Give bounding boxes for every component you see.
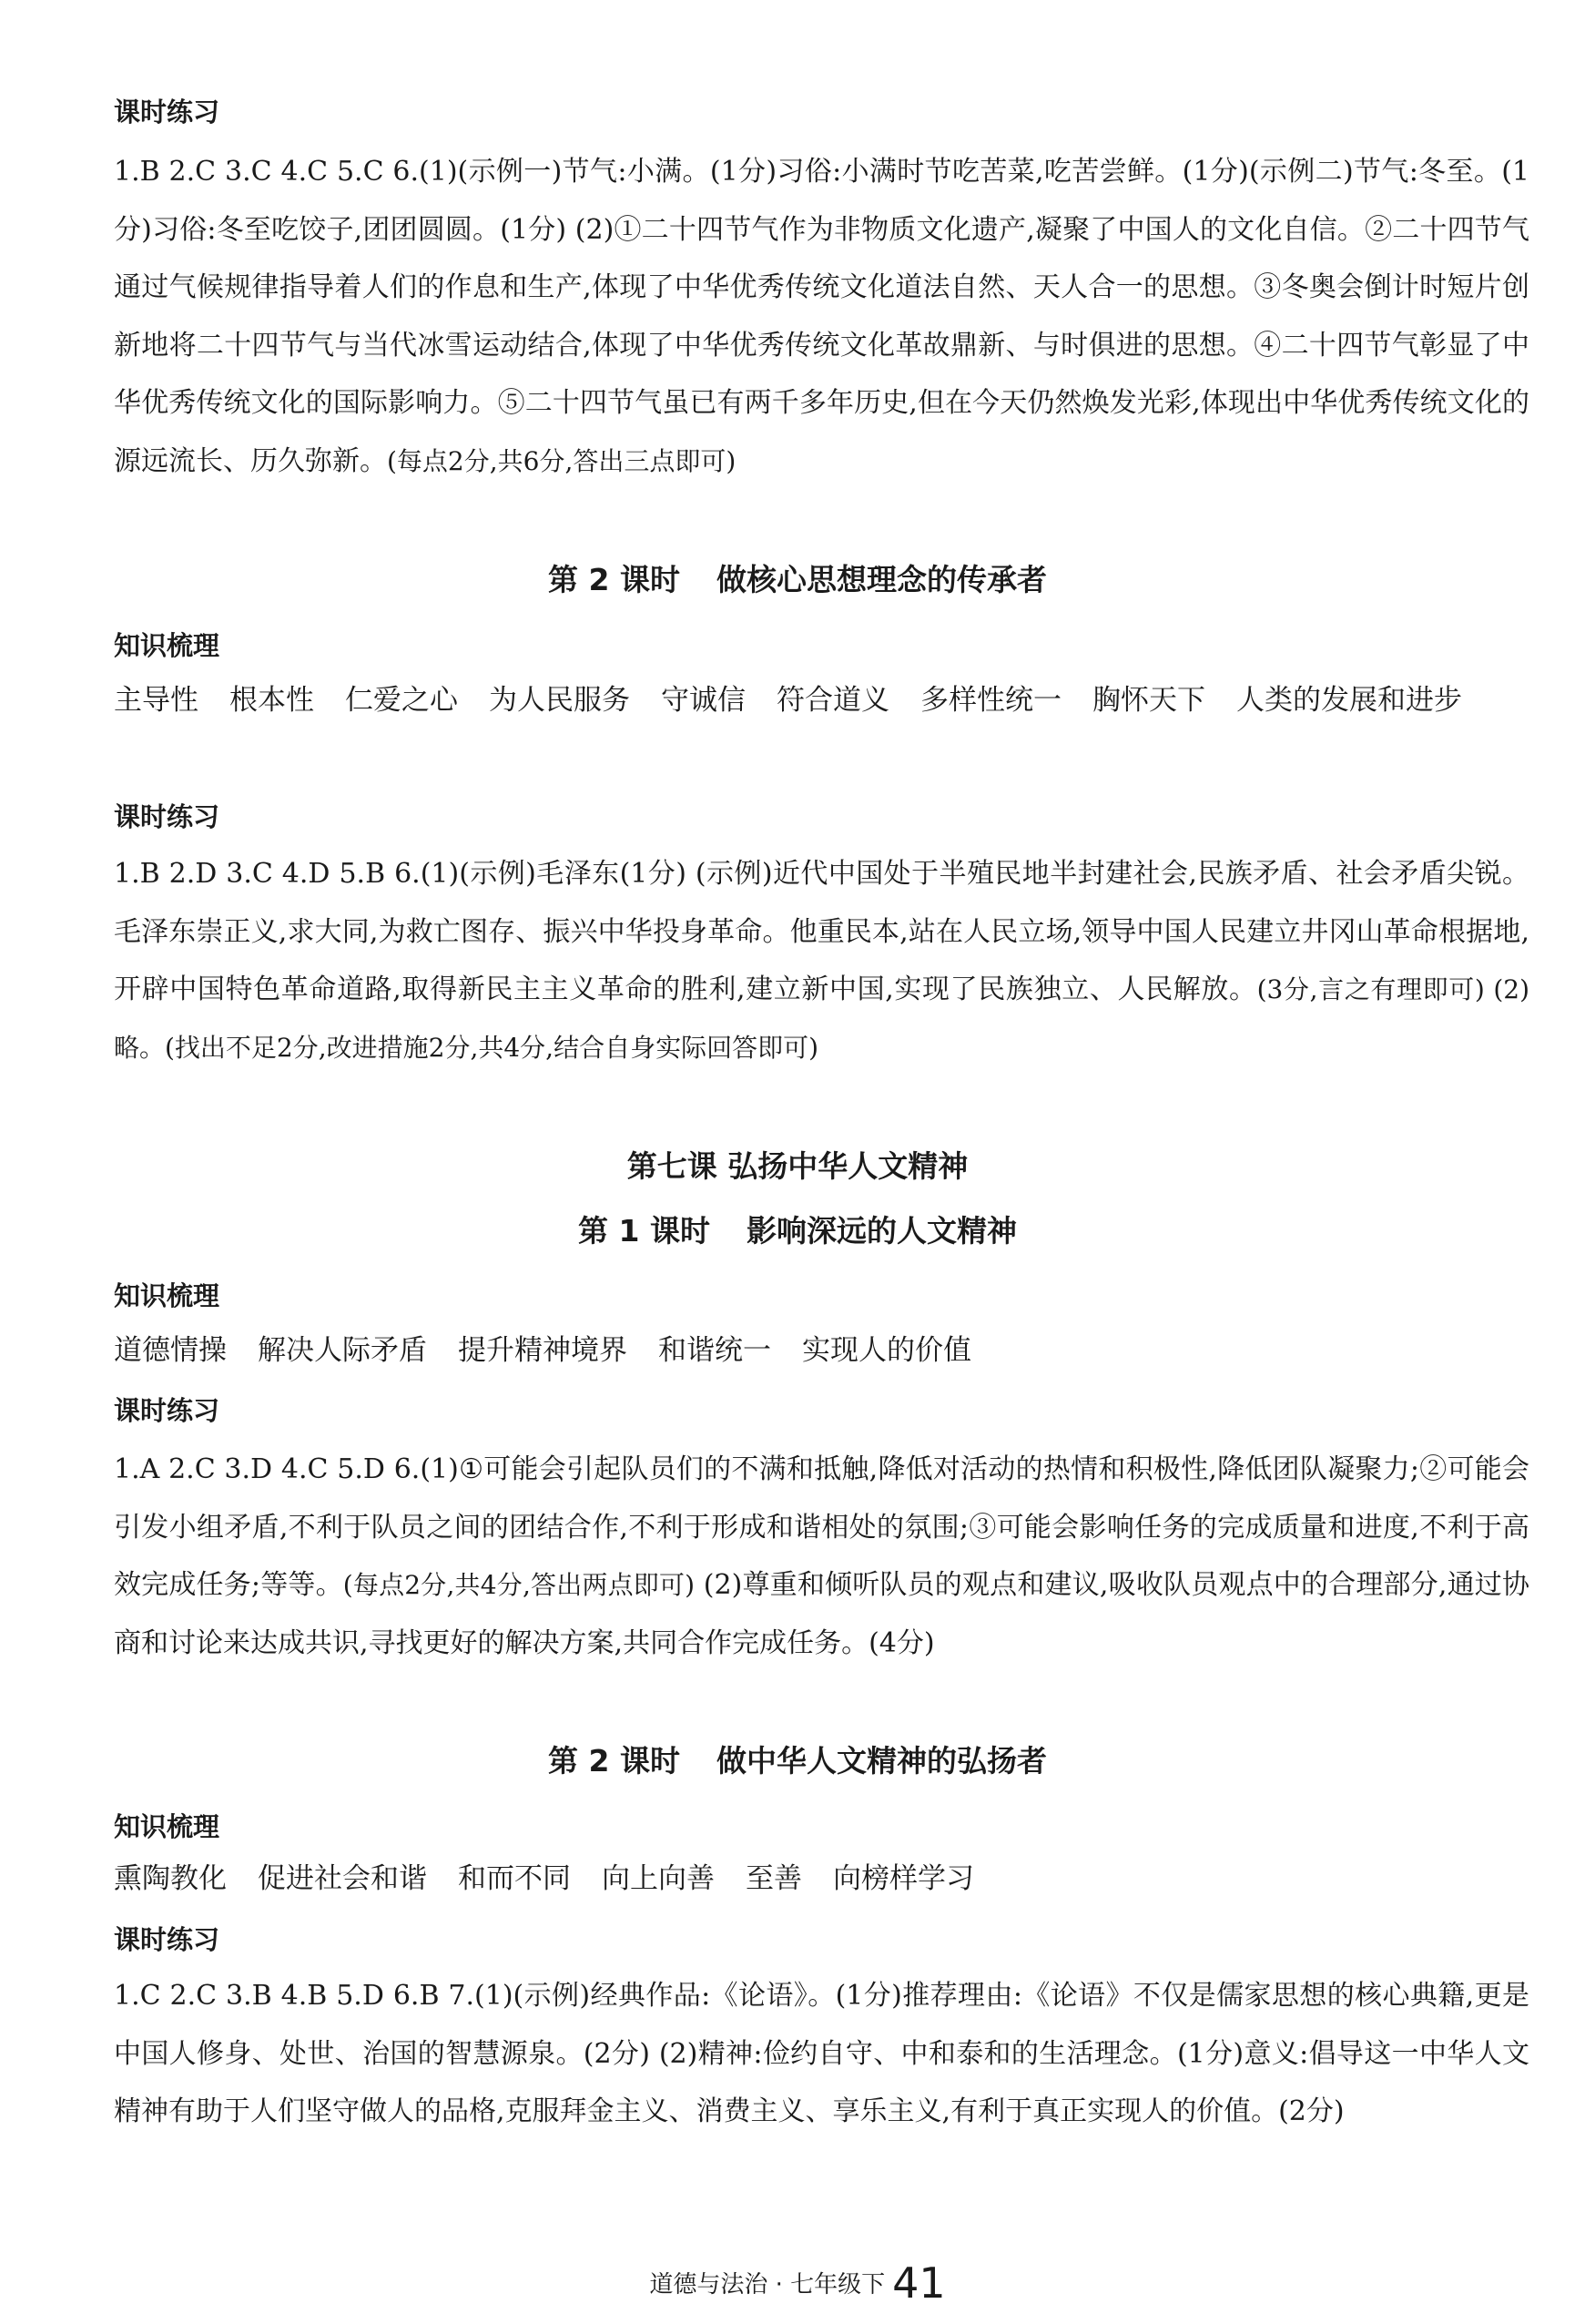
term: 胸怀天下 bbox=[1092, 684, 1205, 717]
knowledge-header: 知识梳理 bbox=[114, 630, 220, 661]
scoring-note: (3分,言之有理即可) (2)略。(找出不足2分,改进措施2分,共4分,结合自身实际回答即可) bbox=[114, 974, 1529, 1063]
answer-paragraph bbox=[114, 143, 1529, 490]
term: 仁爱之心 bbox=[345, 684, 458, 717]
answer-paragraph bbox=[114, 1967, 1529, 2141]
term: 为人民服务 bbox=[489, 684, 630, 717]
lesson-name: 影响深远的人文精神 bbox=[746, 1213, 1017, 1249]
knowledge-header: 知识梳理 bbox=[114, 1280, 220, 1311]
term: 促进社会和谐 bbox=[258, 1862, 427, 1895]
answer-paragraph bbox=[114, 1441, 1529, 1672]
section-title bbox=[0, 1741, 1595, 1781]
practice-header: 课时练习 bbox=[114, 1395, 220, 1426]
lesson-number: 第 1 课时 bbox=[578, 1213, 710, 1249]
term: 解决人际矛盾 bbox=[258, 1334, 427, 1367]
lesson-number: 第 2 课时 bbox=[548, 562, 680, 597]
term: 向榜样学习 bbox=[833, 1862, 974, 1895]
term: 人类的发展和进步 bbox=[1236, 684, 1462, 717]
chapter-title: 第七课 弘扬中华人文精神 bbox=[626, 1148, 969, 1184]
knowledge-header: 知识梳理 bbox=[114, 1811, 220, 1842]
answer-text: 1.B 2.D 3.C 4.D 5.B 6.(1)(示例)毛泽东(1分) (示例)近代中国处于半殖民地半封建社会,民族矛盾、社会矛盾尖锐。毛泽东崇正义,求大同,为救亡图存、振兴中华投身革命。他重民本,站在人民立场,领导中国人民建立井冈山革命根据地,开辟中国特色革命道路,取得新民主主义革命的胜利,建立新中国,实现了民族独立、人民解放。 bbox=[114, 858, 1529, 1005]
knowledge-terms bbox=[114, 1850, 1529, 1909]
term: 守诚信 bbox=[661, 684, 746, 717]
footer-subject: 道德与法治 · 七年级下 bbox=[649, 2271, 886, 2299]
page-number: 41 bbox=[892, 2258, 946, 2308]
practice-header: 课时练习 bbox=[114, 97, 220, 127]
term: 多样性统一 bbox=[920, 684, 1062, 717]
page-footer bbox=[0, 2258, 1595, 2308]
lesson-name: 做核心思想理念的传承者 bbox=[716, 562, 1047, 597]
answer-text: 1.B 2.C 3.C 4.C 5.C 6.(1)(示例一)节气:小满。(1分)习俗:小满时节吃苦菜,吃苦尝鲜。(1分)(示例二)节气:冬至。(1分)习俗:冬至吃饺子,团团圆圆。(1分) (2)①二十四节气作为非物质文化遗产,凝聚了中国人的文化自信。②二十四节气通过气候规律指导着人们的作息和生产,体现了中华优秀传统文化道法自然、天人合一的思想。③冬奥会倒计时短片创新地将二十四节气与当代冰雪运动结合,体现了中华优秀传统文化革故鼎新、与时俱进的思想。④二十四节气彰显了中华优秀传统文化的国际影响力。⑤二十四节气虽已有两千多年历史,但在今天仍然焕发光彩,体现出中华优秀传统文化的源远流长、历久弥新。 bbox=[114, 156, 1529, 477]
term: 和谐统一 bbox=[658, 1334, 771, 1367]
lesson-name: 做中华人文精神的弘扬者 bbox=[716, 1743, 1047, 1779]
term: 根本性 bbox=[229, 684, 314, 717]
practice-header: 课时练习 bbox=[114, 801, 220, 832]
term: 实现人的价值 bbox=[802, 1334, 971, 1367]
term: 主导性 bbox=[114, 684, 198, 717]
scoring-note: (每点2分,共6分,答出三点即可) bbox=[387, 445, 737, 476]
term: 至善 bbox=[746, 1862, 802, 1895]
practice-header: 课时练习 bbox=[114, 1924, 220, 1955]
knowledge-terms bbox=[114, 1322, 1529, 1381]
section-title bbox=[0, 1211, 1595, 1251]
answer-text: 1.C 2.C 3.B 4.B 5.D 6.B 7.(1)(示例)经典作品:《论语》。(1分)推荐理由:《论语》不仅是儒家思想的核心典籍,更是中国人修身、处世、治国的智慧源泉。(2分) (2)精神:俭约自守、中和泰和的生活理念。(1分)意义:倡导这一中华人文精神有助于人们坚守做人的品格,克服拜金主义、消费主义、享乐主义,有利于真正实现人的价值。(2分) bbox=[114, 1980, 1529, 2127]
term: 提升精神境界 bbox=[458, 1334, 627, 1367]
term: 向上向善 bbox=[602, 1862, 715, 1895]
section-title bbox=[0, 560, 1595, 600]
scoring-note: (每点2分,共4分,答出两点即可) bbox=[342, 1570, 696, 1600]
term: 符合道义 bbox=[777, 684, 889, 717]
term: 道德情操 bbox=[114, 1334, 227, 1367]
knowledge-terms bbox=[114, 672, 1529, 730]
answer-text: (2)尊重和倾听队员的观点和建议,吸收队员观点中的合理部分,通过协商和讨论来达成共识,寻找更好的解决方案,共同合作完成任务。(4分) bbox=[114, 1569, 1529, 1659]
answer-text: 1.A 2.C 3.D 4.C 5.D 6.(1)①可能会引起队员们的不满和抵触,降低对活动的热情和积极性,降低团队凝聚力;②可能会引发小组矛盾,不利于队员之间的团结合作,不利于形成和谐相处的氛围;③可能会影响任务的完成质量和进度,不利于高效完成任务;等等。 bbox=[114, 1453, 1529, 1601]
lesson-number: 第 2 课时 bbox=[548, 1743, 680, 1779]
term: 和而不同 bbox=[458, 1862, 571, 1895]
term: 熏陶教化 bbox=[114, 1862, 227, 1895]
answer-paragraph bbox=[114, 845, 1529, 1076]
